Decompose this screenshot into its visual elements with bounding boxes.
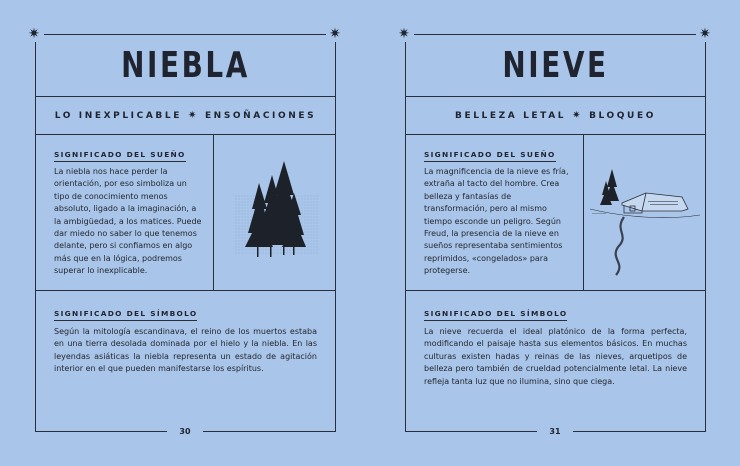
dream-meaning-text: La niebla nos hace perder la orientación, por eso simboliza un tipo de conocimiento menos absoluto, ligado a la imaginación, a la ambigüedad, a los matices. Puede dar miedo no saber lo que tenemos delante, pero si confiamos en algo más que en la lógica, podremos superar lo inexplicable. <box>54 167 202 276</box>
page-number: 31 <box>549 427 561 436</box>
symbol-meaning-label: SIGNIFICADO DEL SÍMBOLO <box>54 309 197 321</box>
star-separator-icon: ✷ <box>572 110 584 121</box>
star-ornament-icon: ✷ <box>28 26 40 42</box>
top-rule <box>414 34 696 35</box>
keywords-bar <box>406 100 705 132</box>
keyword: BLOQUEO <box>589 111 656 121</box>
keywords-bar <box>36 100 335 132</box>
top-rule <box>44 34 326 35</box>
keyword: ENSOÑACIONES <box>204 111 317 121</box>
symbol-meaning-text: Según la mitología escandinava, el reino de los muertos estaba en una tierra desolada dominada por el hielo y la niebla. En las leyendas asiáticas la niebla representa un estado de agitación interior en el que pueden manifestarse los espíritus. <box>54 327 317 374</box>
page-title: NIEBLA <box>121 45 250 86</box>
page-title: NIEVE <box>502 45 609 86</box>
keyword: LO INEXPLICABLE <box>54 111 182 121</box>
snowy-cabin-illustration <box>584 135 705 290</box>
keyword: BELLEZA LETAL <box>455 111 567 121</box>
symbol-meaning-label: SIGNIFICADO DEL SÍMBOLO <box>424 309 567 321</box>
right-page <box>370 0 740 466</box>
dream-meaning-text: La magnificencia de la nieve es fría, extraña al tacto del hombre. Crea belleza y fantasías de transformación, pero al mismo tiempo esconde un peligro. Según Freud, la presencia de la nieve en sueños representaba sentimientos reprimidos, «congelados» para protegerse. <box>424 167 569 276</box>
star-ornament-icon: ✷ <box>329 26 341 42</box>
page-number: 30 <box>179 427 191 436</box>
star-separator-icon: ✷ <box>187 110 199 121</box>
symbol-meaning-text: La nieve recuerda el ideal platónico de la forma perfecta, modificando el paisaje hasta sus elementos básicos. En muchas culturas existen hadas y reinas de las nieves, arquetipos de belleza pero también de crueldad potencialmente letal. La nieve refleja tanta luz que no ilumina, sino que ciega. <box>424 327 687 386</box>
dream-meaning-label: SIGNIFICADO DEL SUEÑO <box>54 150 186 162</box>
pine-trees-illustration <box>214 135 335 290</box>
star-ornament-icon: ✷ <box>699 26 711 42</box>
star-ornament-icon: ✷ <box>398 26 410 42</box>
dream-meaning-label: SIGNIFICADO DEL SUEÑO <box>424 150 556 162</box>
